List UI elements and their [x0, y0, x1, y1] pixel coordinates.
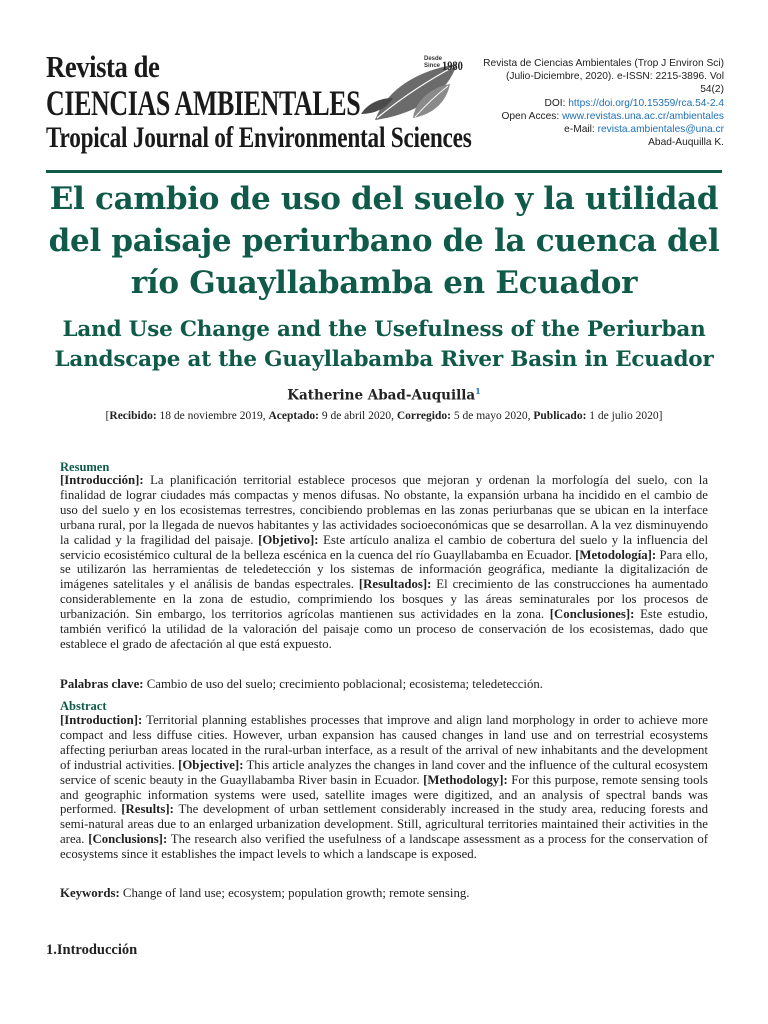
abstract-body: [Introduction]: Territorial planning establishes processes that improve and align land morphology in order to achieve more compact and less diffuse cities. However, urban expansion has caused changes in land use and on terrestrial ecosystems affecting periurban areas located in the rural-urban interface, as a result of the arrival of new inhabitants and the development of industrial activities. [Objective]: This article analyzes the changes in land cover and the influence of the cultural ecosystem service of scenic beauty in the Guayllabamba River basin in Ecuador. [Methodology]: For this purpose, remote sensing tools and geographic information systems were used, satellite images were digitized, and an analysis of spectral bands was performed. [Results]: The development of urban settlement considerably increased in the study area, reducing forests and semi-natural areas due to an enlarged urbanization development. Still, agricultural territories maintained their activities in the area. [Conclusions]: The research also verified the usefulness of a landscape assessment as a process for the conservation of ecosystems since it establishes the impact levels to which a landscape is exposed.	[60, 713, 709, 862]
palabras-clave: Palabras clave: Cambio de uso del suelo; crecimiento poblacional; ecosistema; teledetección.	[60, 677, 543, 691]
since-label: Desde Since	[424, 56, 443, 69]
title-english: Land Use Change and the Usefulness of the Periurban Landscape at the Guayllabamba River Basin in Ecuador	[54, 317, 714, 372]
author-affiliation-ref[interactable]: 1	[475, 386, 481, 396]
doi-line: DOI: https://doi.org/10.15359/rca.54-2.4	[544, 97, 724, 109]
resumen-body: [Introducción]: La planificación territorial establece procesos que mejoran y ordenan la morfología del suelo, con la finalidad de lograr ciudades más compactas y menos difusas. No obstante, la expansión urbana ha incidido en el cambio de uso del suelo y en los ecosistemas terrestres, concibiendo problemas en las zonas periurbanas que se ubican en la interface urbana rural, por la llegada de nuevos habitantes y las actividades socioeconómicas que se desarrollan. A la vez disminuyendo la calidad y la fragilidad del paisaje. [Objetivo]: Este artículo analiza el cambio de cobertura del suelo y la influencia del servicio ecosistémico cultural de la belleza escénica en la cuenca del río Guayllabamba en Ecuador. [Metodología]: Para ello, se utilizarón las herramientas de teledetección y los sistemas de información geográfica, mediante la digitalización de imágenes satelitales y el análisis de bandas espectrales. [Resultados]: El crecimiento de las construcciones ha aumentado considerablemente en la zona de estudio, comprimiendo los bosques y las áreas seminaturales por los procesos de urbanización. Sin embargo, los territorios agrícolas mantienen sus actividades en la zona. [Conclusiones]: Este estudio, también verificó la utilidad de la valoración del paisaje como un proceso de conservación de los ecosistemas, dado que establece el grado de afectación al que está expuesto.	[60, 473, 708, 651]
submission-dates: [Recibido: 18 de noviembre 2019, Aceptado: 9 de abril 2020, Corregido: 5 de mayo 2020, Publicado: 1 de julio 2020]	[105, 410, 663, 422]
section-heading-introduccion: 1.Introducción	[46, 942, 138, 958]
open-access-link[interactable]: www.revistas.una.ac.cr/ambientales	[562, 110, 724, 122]
resumen-heading: Resumen	[60, 460, 110, 474]
keywords: Keywords: Change of land use; ecosystem; population growth; remote sensing.	[60, 886, 470, 900]
doi-link[interactable]: https://doi.org/10.15359/rca.54-2.4	[568, 97, 724, 109]
journal-name-line1: Revista de	[46, 49, 160, 84]
author-line	[30, 382, 738, 405]
since-year: 1980	[442, 58, 463, 73]
citation-line2: (Julio-Diciembre, 2020). e-ISSN: 2215-3896. Vol	[505, 71, 724, 83]
journal-name-line3: Tropical Journal of Environmental Sciences	[46, 121, 472, 154]
title-spanish: El cambio de uso del suelo y la utilidad del paisaje periurbano de la cuenca del río Guayllabamba en Ecuador	[48, 181, 720, 301]
citation-line1: Revista de Ciencias Ambientales (Trop J Environ Sci)	[483, 58, 724, 69]
email-link[interactable]: revista.ambientales@una.cr	[597, 124, 724, 136]
journal-name-line2: CIENCIAS AMBIENTALES	[46, 83, 361, 123]
abstract-heading: Abstract	[60, 699, 107, 713]
citation-line3: 54(2)	[700, 84, 724, 96]
short-author: Abad-Auquilla K.	[648, 137, 724, 149]
citation-block	[454, 57, 724, 149]
email-line: e-Mail: revista.ambientales@una.cr	[564, 124, 724, 136]
open-access-line: Open Acces: www.revistas.una.ac.cr/ambientales	[501, 110, 724, 122]
author-name: Katherine Abad-Auquilla	[287, 387, 476, 404]
header-divider	[46, 170, 722, 173]
